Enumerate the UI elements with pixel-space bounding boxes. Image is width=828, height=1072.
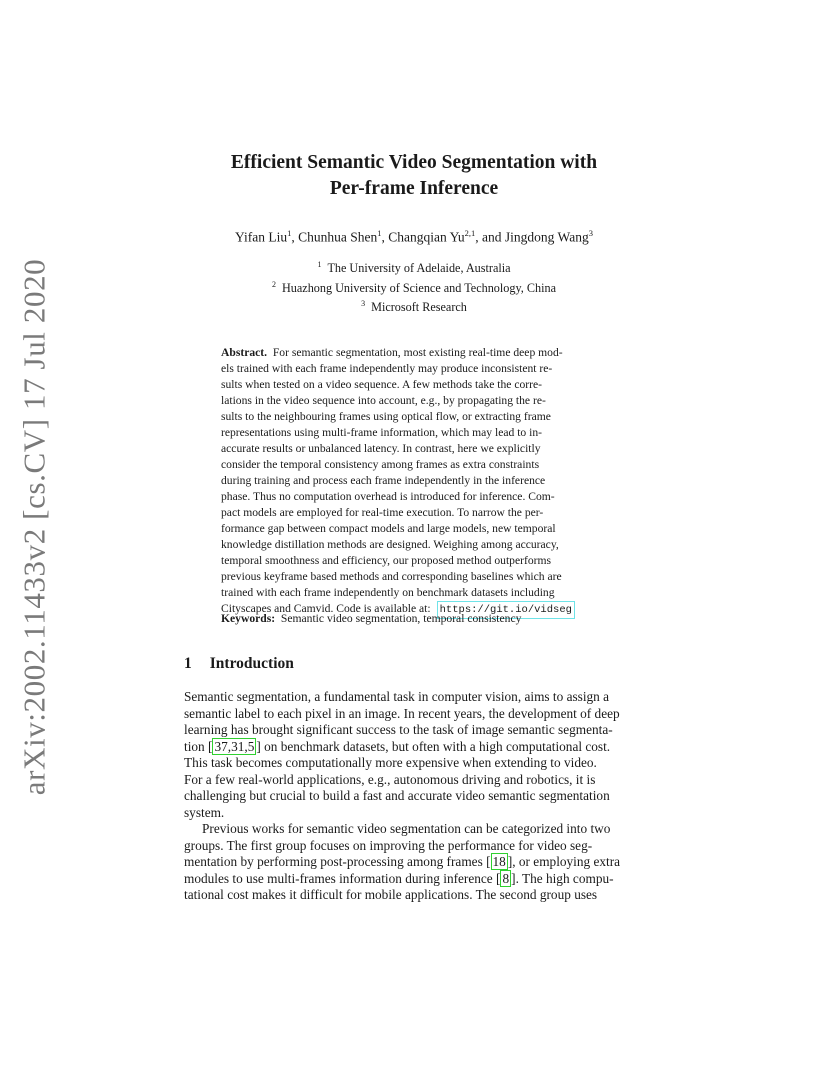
- author-separator: ,: [381, 229, 389, 245]
- abstract-line: temporal smoothness and efficiency, our proposed method outperforms: [221, 554, 552, 567]
- body-line: For a few real-world applications, e.g., autonomous driving and robotics, it is: [184, 771, 596, 787]
- author-separator: ,: [291, 229, 299, 245]
- abstract-line: sults when tested on a video sequence. A few methods take the corre-: [221, 378, 542, 391]
- author-name: Jingdong Wang: [504, 229, 589, 245]
- affiliation-item: [120, 277, 708, 297]
- body-line: This task becomes computationally more expensive when extending to video.: [184, 755, 597, 770]
- body-line: system.: [184, 804, 225, 820]
- author-name: Changqian Yu: [388, 229, 465, 245]
- section-number: 1: [184, 655, 192, 672]
- author-affiliation-mark: 1: [377, 228, 382, 238]
- keywords-line: [221, 612, 521, 625]
- body-line: Semantic segmentation, a fundamental task in computer vision, aims to assign a: [184, 689, 610, 704]
- citation-link[interactable]: 18: [492, 854, 506, 869]
- body-line: challenging but crucial to build a fast and accurate video semantic segmentation: [184, 788, 610, 803]
- abstract-line: els trained with each frame independently may produce inconsistent re-: [221, 362, 553, 375]
- abstract-line: consider the temporal consistency among frames as extra constraints: [221, 458, 540, 471]
- abstract-line: previous keyframe based methods and corresponding baselines which are: [221, 570, 562, 583]
- affiliation-mark: 3: [361, 299, 366, 309]
- body-text-fragment: mentation by performing post-processing among frames: [184, 854, 483, 869]
- section-heading: [184, 655, 294, 673]
- body-line: tion [ 37,31,5 ] on benchmark datasets, but often with a high computational cost.: [184, 738, 611, 754]
- section-title: Introduction: [209, 655, 294, 672]
- affiliation-mark: 1: [317, 260, 322, 269]
- paper-title: [120, 150, 708, 202]
- body-text-fragment: on benchmark datasets, but often with a high computational cost.: [264, 738, 611, 754]
- abstract-line: lations in the video sequence into account, e.g., by propagating the re-: [221, 394, 546, 407]
- body-text-fragment: modules to use multi-frames information during inference: [184, 870, 493, 886]
- body-text: [184, 689, 651, 904]
- keywords-text: Semantic video segmentation, temporal consistency: [280, 612, 522, 625]
- body-line: mentation by performing post-processing among frames [ 18 ], or employing extra: [184, 854, 621, 869]
- arxiv-identifier-text: arXiv:2002.11433v2 [cs.CV] 17 Jul 2020: [16, 258, 51, 796]
- author-affiliation-mark: 1: [287, 228, 292, 238]
- title-line: Per-frame Inference: [329, 178, 499, 199]
- arxiv-identifier-stamp: [4, 258, 64, 796]
- author-name: Chunhua Shen: [298, 229, 378, 245]
- abstract-line: formance gap between compact models and large models, new temporal: [221, 522, 556, 535]
- body-line: semantic label to each pixel in an image. In recent years, the development of deep: [184, 705, 620, 721]
- abstract-block: [221, 345, 613, 619]
- author-name: Yifan Liu: [235, 229, 288, 245]
- affiliation-text: Huazhong University of Science and Technology, China: [282, 280, 556, 295]
- body-text-fragment: . The high compu-: [515, 870, 614, 886]
- keywords-label: Keywords:: [221, 612, 276, 625]
- body-line: Previous works for semantic video segmentation can be categorized into two: [202, 821, 611, 836]
- author-affiliation-mark: 3: [588, 228, 593, 238]
- abstract-line: phase. Thus no computation overhead is introduced for inference. Com-: [221, 490, 555, 503]
- affiliation-mark: 2: [272, 279, 276, 289]
- abstract-line: during training and process each frame independently in the inference: [221, 474, 546, 487]
- author-list: [120, 228, 708, 246]
- abstract-text: Cityscapes and Camvid. Code is available at:: [221, 602, 431, 615]
- affiliation-list: [120, 257, 708, 316]
- body-line: modules to use multi-frames information during inference [ 8 ]. The high compu-: [184, 870, 614, 886]
- body-text-fragment: , or employing extra: [512, 854, 621, 869]
- abstract-line: sults to the neighbouring frames using optical flow, or extracting frame: [221, 410, 551, 423]
- abstract-line: accurate results or unbalanced latency. In contrast, here we explicitly: [221, 442, 541, 455]
- affiliation-item: [120, 257, 708, 277]
- abstract-line: [221, 345, 613, 361]
- abstract-line: knowledge distillation methods are designed. Weighing among accuracy,: [221, 538, 559, 551]
- body-line: learning has brought significant success to the task of image semantic segmenta-: [184, 722, 613, 737]
- abstract-label: Abstract.: [221, 346, 268, 359]
- code-url-link[interactable]: https://git.io/vidseg: [437, 601, 575, 619]
- affiliation-item: [120, 296, 708, 316]
- citation-link[interactable]: 37,31,5: [214, 738, 255, 754]
- abstract-line: trained with each frame independently on benchmark datasets including: [221, 586, 555, 599]
- affiliation-text: Microsoft Research: [371, 300, 467, 315]
- citation-link[interactable]: 8: [502, 870, 510, 886]
- abstract-text: For semantic segmentation, most existing real-time deep mod-: [272, 346, 563, 359]
- body-line: tational cost makes it difficult for mobile applications. The second group uses: [184, 887, 598, 902]
- author-separator: , and: [475, 229, 505, 245]
- body-text-fragment: tion: [184, 738, 205, 754]
- abstract-line: representations using multi-frame information, which may lead to in-: [221, 426, 542, 439]
- title-line: Efficient Semantic Video Segmentation with: [230, 152, 598, 173]
- author-affiliation-mark: 2,1: [464, 228, 476, 238]
- abstract-line: pact models are employed for real-time execution. To narrow the per-: [221, 506, 544, 519]
- affiliation-text: The University of Adelaide, Australia: [327, 261, 511, 276]
- body-line: groups. The first group focuses on improving the performance for video seg-: [184, 837, 593, 853]
